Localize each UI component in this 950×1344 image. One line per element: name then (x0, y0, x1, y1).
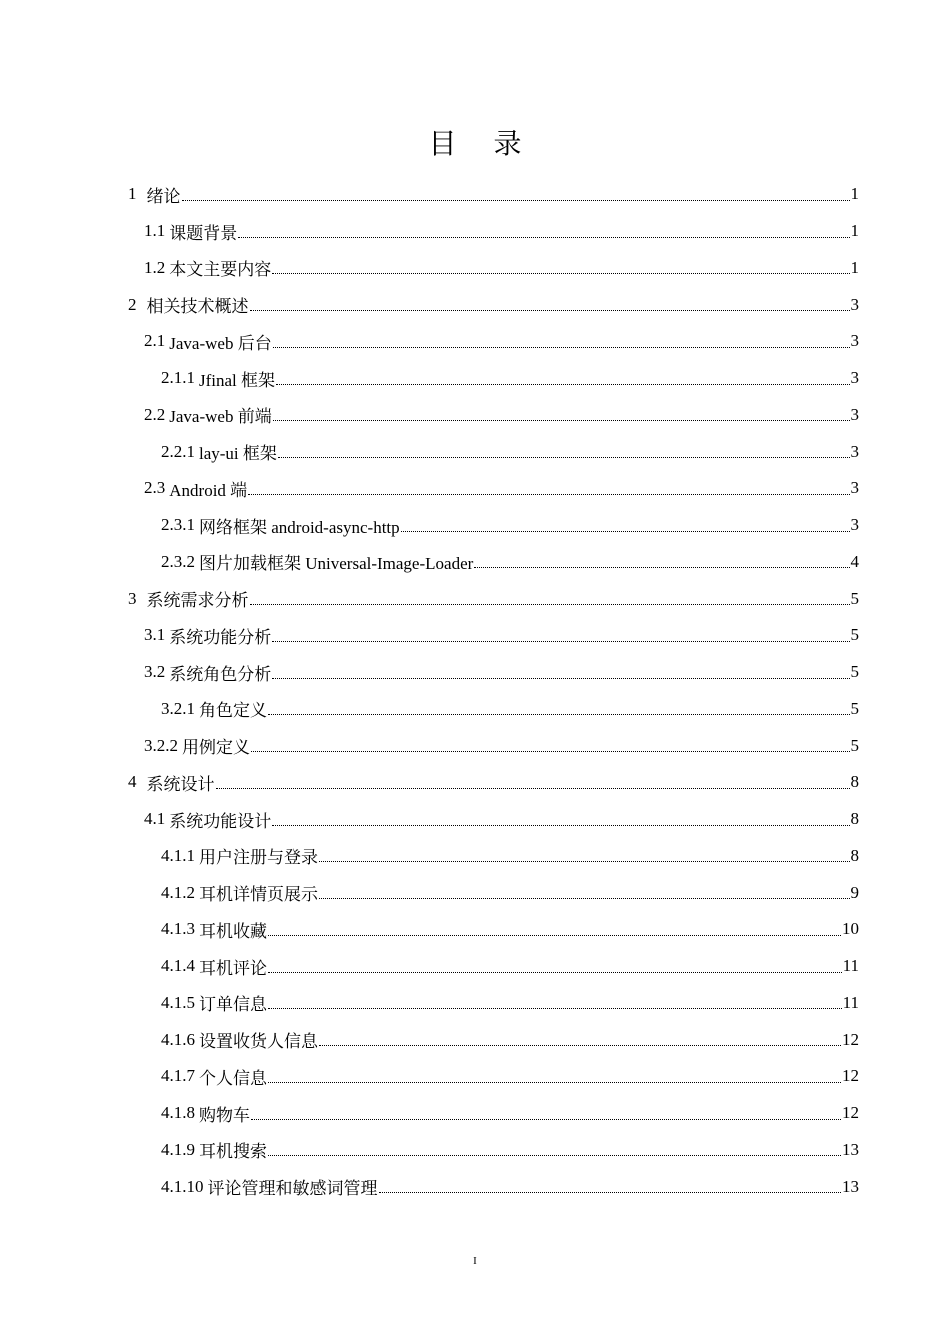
toc-entry[interactable] (128, 874, 859, 911)
toc-dot-leader (248, 494, 849, 495)
toc-entry[interactable] (128, 213, 859, 250)
toc-entry[interactable] (128, 507, 859, 544)
toc-entry-page: 8 (850, 772, 859, 792)
toc-dot-leader (319, 1045, 841, 1046)
toc-entry-page: 5 (850, 735, 859, 755)
toc-entry-title: 绪论 (146, 186, 181, 206)
toc-entry-title: 耳机评论 (199, 958, 267, 978)
toc-dot-leader (278, 457, 850, 458)
toc-dot-leader (273, 347, 850, 348)
toc-dot-leader (272, 273, 849, 274)
toc-entry-number: 3.2.2 (144, 735, 178, 755)
toc-entry-title: 评论管理和敏感词管理 (207, 1179, 378, 1199)
toc-entry-title: Java-web 后台 (169, 333, 272, 353)
toc-entry-number: 1.1 (144, 221, 166, 241)
toc-entry-title: 耳机详情页展示 (199, 885, 318, 905)
toc-entry-title: 本文主要内容 (169, 260, 272, 280)
toc-entry-page: 8 (850, 845, 859, 865)
toc-dot-leader (379, 1192, 842, 1193)
toc-entry-number: 4.1.8 (161, 1103, 195, 1123)
toc-dot-leader (238, 237, 849, 238)
toc-entry-title: 购物车 (199, 1105, 250, 1125)
toc-entry-number: 4.1.5 (161, 992, 195, 1012)
toc-entry[interactable] (128, 801, 859, 838)
toc-dot-leader (319, 898, 850, 899)
toc-entry-title: 个人信息 (199, 1068, 267, 1088)
toc-entry[interactable] (128, 1021, 859, 1058)
toc-entry-number: 2.1 (144, 331, 166, 351)
toc-entry-title: Android 端 (169, 480, 248, 500)
toc-entry-number: 2.3.2 (161, 551, 195, 571)
toc-dot-leader (216, 788, 850, 789)
toc-dot-leader (268, 714, 850, 715)
toc-entry-page: 12 (842, 1103, 859, 1123)
toc-entry-title: 相关技术概述 (146, 297, 249, 317)
toc-entry-title: 设置收货人信息 (199, 1032, 318, 1052)
toc-entry-title: 图片加载框架 Universal-Image-Loader (199, 554, 474, 574)
toc-dot-leader (182, 200, 850, 201)
toc-entry-number: 4.1.3 (161, 919, 195, 939)
toc-entry[interactable] (128, 691, 859, 728)
toc-entry-number: 4.1.2 (161, 882, 195, 902)
toc-entry-page: 3 (850, 441, 859, 461)
toc-entry[interactable] (128, 433, 859, 470)
toc-entry-title: 系统功能设计 (169, 811, 272, 831)
toc-entry[interactable] (128, 985, 859, 1022)
toc-entry[interactable] (128, 580, 859, 617)
toc-dot-leader (251, 751, 850, 752)
toc-entry-page: 4 (850, 551, 859, 571)
toc-entry-number: 2.2.1 (161, 441, 195, 461)
toc-dot-leader (474, 567, 849, 568)
toc-dot-leader (268, 935, 841, 936)
toc-dot-leader (268, 1008, 842, 1009)
toc-entry-number: 3.2.1 (161, 698, 195, 718)
toc-dot-leader (250, 604, 850, 605)
toc-entry[interactable] (128, 176, 859, 213)
toc-entry[interactable] (128, 764, 859, 801)
toc-entry[interactable] (128, 838, 859, 875)
toc-entry-page: 11 (842, 992, 859, 1012)
toc-entry-page: 3 (850, 368, 859, 388)
toc-dot-leader (250, 310, 850, 311)
toc-dot-leader (272, 678, 849, 679)
toc-entry-number: 4.1.7 (161, 1066, 195, 1086)
toc-entry-number: 3 (128, 588, 137, 608)
toc-entry-number: 2.2 (144, 404, 166, 424)
toc-entry-title: 系统角色分析 (169, 664, 272, 684)
toc-entry[interactable] (128, 1095, 859, 1132)
toc-entry-title: 系统需求分析 (146, 591, 249, 611)
toc-entry-title: lay-ui 框架 (199, 444, 277, 464)
toc-entry-number: 4.1.9 (161, 1139, 195, 1159)
toc-entry-page: 12 (842, 1066, 859, 1086)
toc-dot-leader (319, 861, 850, 862)
toc-entry-title: 网络框架 android-async-http (199, 517, 400, 537)
toc-entry[interactable] (128, 911, 859, 948)
toc-entry-title: 耳机搜索 (199, 1142, 267, 1162)
toc-entry[interactable] (128, 948, 859, 985)
toc-dot-leader (272, 641, 849, 642)
toc-entry-number: 4.1.1 (161, 845, 195, 865)
toc-entry-number: 1.2 (144, 257, 166, 277)
toc-dot-leader (272, 825, 849, 826)
toc-entry[interactable] (128, 360, 859, 397)
toc-dot-leader (401, 531, 850, 532)
toc-entry-number: 4.1.6 (161, 1029, 195, 1049)
toc-entry-page: 3 (850, 515, 859, 535)
toc-entry[interactable] (128, 470, 859, 507)
toc-entry-title: 课题背景 (169, 223, 238, 243)
toc-entry-number: 3.2 (144, 662, 166, 682)
toc-entry[interactable] (128, 397, 859, 434)
toc-entry-page: 8 (850, 809, 859, 829)
toc-entry-title: 系统功能分析 (169, 627, 272, 647)
toc-entry-number: 1 (128, 184, 137, 204)
toc-entry-page: 10 (842, 919, 859, 939)
toc-entry-number: 2.3 (144, 478, 166, 498)
toc-entry-page: 3 (850, 404, 859, 424)
toc-dot-leader (268, 1155, 841, 1156)
toc-entry-page: 5 (850, 625, 859, 645)
toc-entry[interactable] (128, 544, 859, 581)
footer-page-number: I (473, 1255, 477, 1267)
toc-entry[interactable] (128, 1058, 859, 1095)
toc-entry-page: 3 (850, 331, 859, 351)
toc-entry-title: 用例定义 (182, 738, 250, 758)
toc-entry-page: 13 (842, 1176, 859, 1196)
toc-entry-page: 1 (850, 257, 859, 277)
table-of-contents (128, 176, 859, 1205)
toc-dot-leader (273, 420, 850, 421)
toc-entry[interactable] (128, 654, 859, 691)
toc-entry-page: 5 (850, 698, 859, 718)
toc-dot-leader (268, 972, 842, 973)
toc-entry-title: Java-web 前端 (169, 407, 272, 427)
toc-entry-number: 2 (128, 294, 137, 314)
toc-entry[interactable] (128, 727, 859, 764)
toc-entry-title: 订单信息 (199, 995, 267, 1015)
toc-entry-number: 2.3.1 (161, 515, 195, 535)
toc-entry[interactable] (128, 1168, 859, 1205)
toc-entry[interactable] (128, 250, 859, 287)
toc-dot-leader (268, 1082, 841, 1083)
toc-entry-number: 4.1 (144, 809, 166, 829)
toc-dot-leader (251, 1119, 841, 1120)
toc-entry-title: 耳机收藏 (199, 921, 267, 941)
toc-entry-title: Jfinal 框架 (199, 370, 276, 390)
toc-entry-number: 4 (128, 772, 137, 792)
toc-entry-number: 3.1 (144, 625, 166, 645)
toc-entry-page: 13 (842, 1139, 859, 1159)
toc-entry-page: 3 (850, 294, 859, 314)
toc-entry[interactable] (128, 1132, 859, 1169)
toc-entry[interactable] (128, 323, 859, 360)
toc-entry-page: 11 (842, 956, 859, 976)
toc-entry-page: 12 (842, 1029, 859, 1049)
toc-entry[interactable] (128, 286, 859, 323)
toc-entry-page: 5 (850, 588, 859, 608)
toc-dot-leader (276, 384, 849, 385)
toc-entry-page: 1 (850, 184, 859, 204)
toc-entry-number: 2.1.1 (161, 368, 195, 388)
toc-entry[interactable] (128, 617, 859, 654)
toc-entry-page: 5 (850, 662, 859, 682)
toc-entry-title: 用户注册与登录 (199, 848, 318, 868)
toc-entry-title: 系统设计 (146, 774, 215, 794)
toc-entry-number: 4.1.4 (161, 956, 195, 976)
toc-entry-page: 9 (850, 882, 859, 902)
toc-entry-page: 1 (850, 221, 859, 241)
toc-entry-title: 角色定义 (199, 701, 267, 721)
page-title: 目 录 (428, 127, 536, 160)
toc-entry-page: 3 (850, 478, 859, 498)
toc-entry-number: 4.1.10 (161, 1176, 204, 1196)
